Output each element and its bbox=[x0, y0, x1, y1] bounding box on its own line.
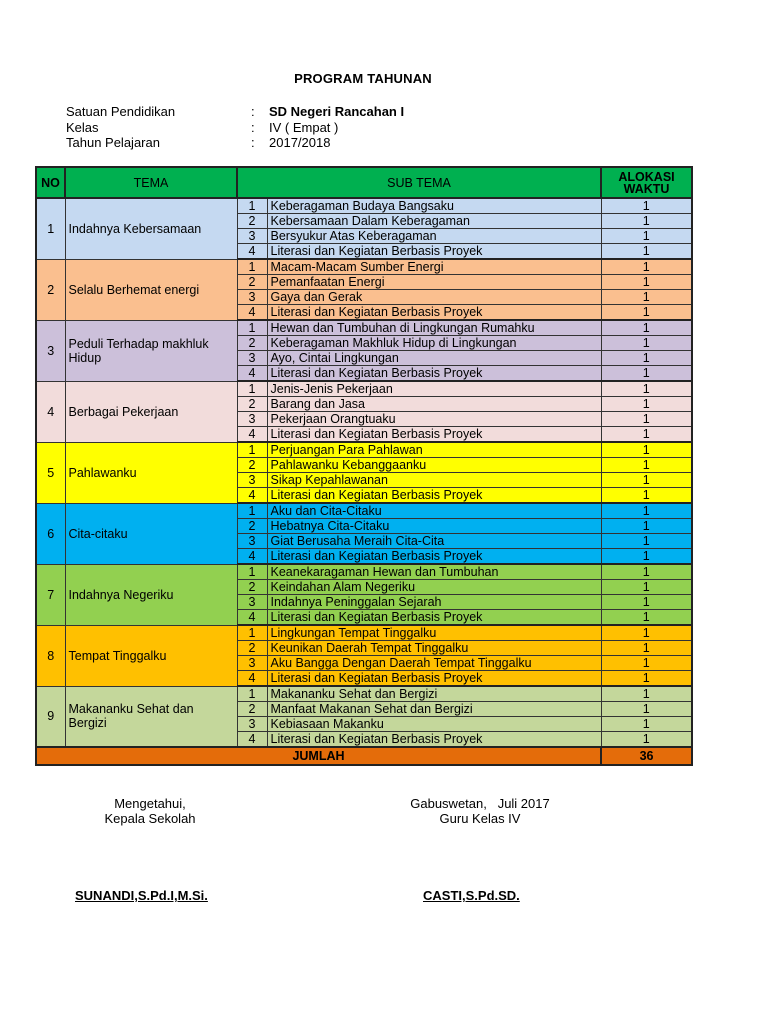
info-value: 2017/2018 bbox=[269, 135, 331, 150]
allocation-value: 1 bbox=[601, 717, 692, 732]
header-no: NO bbox=[36, 167, 65, 198]
allocation-value: 1 bbox=[601, 519, 692, 534]
subtheme-name: Hewan dan Tumbuhan di Lingkungan Rumahku bbox=[267, 320, 601, 336]
subtheme-name: Literasi dan Kegiatan Berbasis Proyek bbox=[267, 488, 601, 504]
subtheme-number: 3 bbox=[237, 656, 267, 671]
table-row bbox=[36, 320, 692, 336]
theme-name: Makananku Sehat dan Bergizi bbox=[65, 686, 237, 747]
subtheme-number: 3 bbox=[237, 595, 267, 610]
subtheme-name: Keberagaman Makhluk Hidup di Lingkungan bbox=[267, 336, 601, 351]
total-value: 36 bbox=[601, 747, 692, 765]
allocation-value: 1 bbox=[601, 671, 692, 687]
subtheme-name: Kebiasaan Makanku bbox=[267, 717, 601, 732]
subtheme-name: Aku dan Cita-Citaku bbox=[267, 503, 601, 519]
table-row bbox=[36, 564, 692, 580]
subtheme-number: 4 bbox=[237, 488, 267, 504]
allocation-value: 1 bbox=[601, 503, 692, 519]
subtheme-name: Aku Bangga Dengan Daerah Tempat Tinggalku bbox=[267, 656, 601, 671]
allocation-value: 1 bbox=[601, 366, 692, 382]
allocation-value: 1 bbox=[601, 381, 692, 397]
theme-name: Indahnya Kebersamaan bbox=[65, 198, 237, 259]
allocation-value: 1 bbox=[601, 580, 692, 595]
allocation-value: 1 bbox=[601, 259, 692, 275]
subtheme-name: Literasi dan Kegiatan Berbasis Proyek bbox=[267, 732, 601, 748]
signature-left-line1: Mengetahui, bbox=[114, 796, 186, 811]
total-row bbox=[36, 747, 692, 765]
subtheme-number: 1 bbox=[237, 198, 267, 214]
subtheme-number: 2 bbox=[237, 702, 267, 717]
subtheme-number: 2 bbox=[237, 458, 267, 473]
subtheme-name: Hebatnya Cita-Citaku bbox=[267, 519, 601, 534]
allocation-value: 1 bbox=[601, 412, 692, 427]
theme-number: 8 bbox=[36, 625, 65, 686]
subtheme-number: 2 bbox=[237, 214, 267, 229]
theme-number: 9 bbox=[36, 686, 65, 747]
subtheme-number: 3 bbox=[237, 351, 267, 366]
theme-number: 6 bbox=[36, 503, 65, 564]
theme-number: 1 bbox=[36, 198, 65, 259]
subtheme-number: 3 bbox=[237, 229, 267, 244]
allocation-value: 1 bbox=[601, 732, 692, 748]
signature-left bbox=[90, 796, 210, 826]
subtheme-name: Keunikan Daerah Tempat Tinggalku bbox=[267, 641, 601, 656]
table-row bbox=[36, 381, 692, 397]
subtheme-number: 4 bbox=[237, 427, 267, 443]
subtheme-number: 4 bbox=[237, 671, 267, 687]
header-subtema: SUB TEMA bbox=[237, 167, 601, 198]
subtheme-name: Bersyukur Atas Keberagaman bbox=[267, 229, 601, 244]
allocation-value: 1 bbox=[601, 351, 692, 366]
subtheme-number: 2 bbox=[237, 275, 267, 290]
allocation-value: 1 bbox=[601, 427, 692, 443]
allocation-value: 1 bbox=[601, 198, 692, 214]
allocation-value: 1 bbox=[601, 229, 692, 244]
subtheme-name: Keberagaman Budaya Bangsaku bbox=[267, 198, 601, 214]
allocation-value: 1 bbox=[601, 275, 692, 290]
subtheme-number: 1 bbox=[237, 320, 267, 336]
subtheme-number: 4 bbox=[237, 610, 267, 626]
subtheme-number: 4 bbox=[237, 244, 267, 260]
subtheme-number: 1 bbox=[237, 381, 267, 397]
subtheme-number: 4 bbox=[237, 549, 267, 565]
info-label: Kelas bbox=[66, 120, 99, 135]
subtheme-number: 1 bbox=[237, 686, 267, 702]
allocation-value: 1 bbox=[601, 244, 692, 260]
theme-name: Selalu Berhemat energi bbox=[65, 259, 237, 320]
subtheme-name: Literasi dan Kegiatan Berbasis Proyek bbox=[267, 244, 601, 260]
subtheme-number: 2 bbox=[237, 336, 267, 351]
subtheme-number: 2 bbox=[237, 580, 267, 595]
subtheme-number: 3 bbox=[237, 290, 267, 305]
subtheme-name: Gaya dan Gerak bbox=[267, 290, 601, 305]
theme-name: Cita-citaku bbox=[65, 503, 237, 564]
subtheme-number: 4 bbox=[237, 305, 267, 321]
subtheme-number: 1 bbox=[237, 503, 267, 519]
theme-number: 4 bbox=[36, 381, 65, 442]
allocation-value: 1 bbox=[601, 305, 692, 321]
subtheme-name: Jenis-Jenis Pekerjaan bbox=[267, 381, 601, 397]
allocation-value: 1 bbox=[601, 564, 692, 580]
info-colon: : bbox=[251, 120, 255, 135]
subtheme-name: Sikap Kepahlawanan bbox=[267, 473, 601, 488]
allocation-value: 1 bbox=[601, 534, 692, 549]
subtheme-name: Ayo, Cintai Lingkungan bbox=[267, 351, 601, 366]
subtheme-number: 3 bbox=[237, 473, 267, 488]
subtheme-number: 3 bbox=[237, 412, 267, 427]
allocation-value: 1 bbox=[601, 686, 692, 702]
info-label: Satuan Pendidikan bbox=[66, 104, 176, 119]
subtheme-name: Manfaat Makanan Sehat dan Bergizi bbox=[267, 702, 601, 717]
signature-right-line1: Gabuswetan, Juli 2017 bbox=[410, 796, 550, 811]
signature-left-name: SUNANDI,S.Pd.I,M.Si. bbox=[75, 888, 208, 903]
signature-left-line2: Kepala Sekolah bbox=[104, 811, 196, 826]
info-colon: : bbox=[251, 135, 255, 150]
total-label: JUMLAH bbox=[36, 747, 601, 765]
allocation-value: 1 bbox=[601, 458, 692, 473]
subtheme-name: Literasi dan Kegiatan Berbasis Proyek bbox=[267, 366, 601, 382]
allocation-value: 1 bbox=[601, 641, 692, 656]
allocation-value: 1 bbox=[601, 549, 692, 565]
subtheme-name: Keindahan Alam Negeriku bbox=[267, 580, 601, 595]
allocation-value: 1 bbox=[601, 214, 692, 229]
subtheme-number: 4 bbox=[237, 732, 267, 748]
theme-name: Berbagai Pekerjaan bbox=[65, 381, 237, 442]
allocation-value: 1 bbox=[601, 473, 692, 488]
info-value: IV ( Empat ) bbox=[269, 120, 339, 135]
info-colon: : bbox=[251, 104, 255, 119]
info-value: SD Negeri Rancahan I bbox=[269, 104, 405, 119]
subtheme-number: 3 bbox=[237, 717, 267, 732]
theme-number: 7 bbox=[36, 564, 65, 625]
allocation-value: 1 bbox=[601, 595, 692, 610]
signature-right-name: CASTI,S.Pd.SD. bbox=[423, 888, 520, 903]
subtheme-number: 4 bbox=[237, 366, 267, 382]
subtheme-name: Pekerjaan Orangtuaku bbox=[267, 412, 601, 427]
subtheme-number: 3 bbox=[237, 534, 267, 549]
document-title: PROGRAM TAHUNAN bbox=[294, 71, 432, 86]
allocation-value: 1 bbox=[601, 442, 692, 458]
subtheme-name: Literasi dan Kegiatan Berbasis Proyek bbox=[267, 549, 601, 565]
table-body bbox=[36, 198, 692, 747]
subtheme-name: Kebersamaan Dalam Keberagaman bbox=[267, 214, 601, 229]
table-row bbox=[36, 503, 692, 519]
allocation-value: 1 bbox=[601, 625, 692, 641]
subtheme-number: 1 bbox=[237, 564, 267, 580]
allocation-value: 1 bbox=[601, 656, 692, 671]
subtheme-name: Keanekaragaman Hewan dan Tumbuhan bbox=[267, 564, 601, 580]
subtheme-name: Literasi dan Kegiatan Berbasis Proyek bbox=[267, 610, 601, 626]
table-row bbox=[36, 625, 692, 641]
subtheme-number: 2 bbox=[237, 519, 267, 534]
theme-name: Peduli Terhadap makhluk Hidup bbox=[65, 320, 237, 381]
theme-number: 3 bbox=[36, 320, 65, 381]
subtheme-number: 2 bbox=[237, 641, 267, 656]
subtheme-name: Perjuangan Para Pahlawan bbox=[267, 442, 601, 458]
allocation-value: 1 bbox=[601, 397, 692, 412]
allocation-value: 1 bbox=[601, 336, 692, 351]
info-label: Tahun Pelajaran bbox=[66, 135, 160, 150]
subtheme-number: 1 bbox=[237, 442, 267, 458]
signature-right-line2: Guru Kelas IV bbox=[439, 811, 521, 826]
theme-name: Indahnya Negeriku bbox=[65, 564, 237, 625]
allocation-value: 1 bbox=[601, 320, 692, 336]
allocation-value: 1 bbox=[601, 702, 692, 717]
subtheme-name: Pemanfaatan Energi bbox=[267, 275, 601, 290]
subtheme-name: Barang dan Jasa bbox=[267, 397, 601, 412]
signature-right bbox=[380, 796, 580, 826]
subtheme-number: 1 bbox=[237, 625, 267, 641]
allocation-value: 1 bbox=[601, 290, 692, 305]
subtheme-name: Macam-Macam Sumber Energi bbox=[267, 259, 601, 275]
subtheme-name: Literasi dan Kegiatan Berbasis Proyek bbox=[267, 427, 601, 443]
table-row bbox=[36, 198, 692, 214]
subtheme-name: Indahnya Peninggalan Sejarah bbox=[267, 595, 601, 610]
allocation-value: 1 bbox=[601, 488, 692, 504]
table-row bbox=[36, 259, 692, 275]
subtheme-name: Makananku Sehat dan Bergizi bbox=[267, 686, 601, 702]
theme-number: 2 bbox=[36, 259, 65, 320]
subtheme-name: Literasi dan Kegiatan Berbasis Proyek bbox=[267, 671, 601, 687]
subtheme-name: Giat Berusaha Meraih Cita-Cita bbox=[267, 534, 601, 549]
subtheme-number: 1 bbox=[237, 259, 267, 275]
subtheme-name: Lingkungan Tempat Tinggalku bbox=[267, 625, 601, 641]
theme-number: 5 bbox=[36, 442, 65, 503]
program-table bbox=[35, 166, 693, 766]
subtheme-name: Pahlawanku Kebanggaanku bbox=[267, 458, 601, 473]
subtheme-number: 2 bbox=[237, 397, 267, 412]
allocation-value: 1 bbox=[601, 610, 692, 626]
theme-name: Tempat Tinggalku bbox=[65, 625, 237, 686]
theme-name: Pahlawanku bbox=[65, 442, 237, 503]
header-alokasi: ALOKASI WAKTU bbox=[601, 167, 692, 198]
table-row bbox=[36, 686, 692, 702]
table-header-row bbox=[36, 167, 692, 198]
table-row bbox=[36, 442, 692, 458]
subtheme-name: Literasi dan Kegiatan Berbasis Proyek bbox=[267, 305, 601, 321]
header-tema: TEMA bbox=[65, 167, 237, 198]
